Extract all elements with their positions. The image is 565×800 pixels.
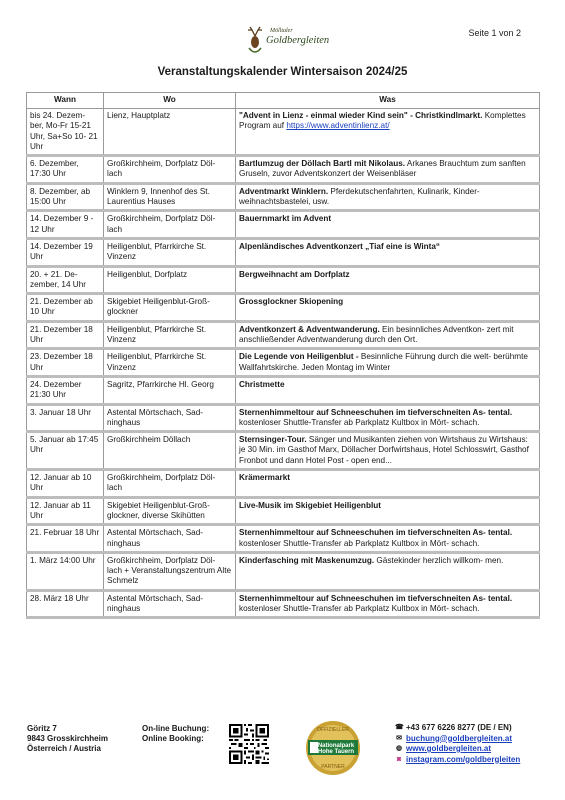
phone-number[interactable]: +43 677 6226 8277 (DE / EN) (406, 723, 512, 732)
event-description: Sänger und Musikanten ziehen von Wirtshaus zu Wirtshaus: je 30 Min. im Gasthof Marx, Döllacher Dorfwirtshaus, Hotel Schlosswirt, Gasthof Fronbot und dann Hotel Post - open end... (239, 435, 529, 465)
cell-where: Winklern 9, Innenhof des St. Laurentius Hauses (104, 183, 236, 211)
event-description: kostenloser Shuttle-Transfer ab Parkplatz Kultbox in Mört- schach. (239, 538, 480, 548)
cell-what (236, 211, 540, 239)
cell-when: 23. Dezember 18 Uhr (27, 349, 104, 377)
footer (0, 720, 565, 780)
booking-label: Online Booking: (142, 734, 204, 743)
table-row (27, 376, 540, 404)
phone-row (395, 723, 520, 734)
cell-what (236, 238, 540, 266)
event-description: kostenloser Shuttle-Transfer ab Parkplatz Kultbox in Mört- schach. (239, 417, 480, 427)
table-header-row (27, 93, 540, 109)
event-description: kostenloser Shuttle-Transfer ab Parkplatz Kultbox in Mört- schach. (239, 603, 480, 613)
cell-where: Sagritz, Pfarrkirche Hl. Georg (104, 376, 236, 404)
booking-block (142, 724, 209, 744)
mail-icon: ✉ (396, 734, 402, 742)
cell-when: 21. Dezember 18 Uhr (27, 321, 104, 349)
cell-what (236, 349, 540, 377)
cell-when: 24. Dezember 21:30 Uhr (27, 376, 104, 404)
cell-when: 3. Januar 18 Uhr (27, 404, 104, 432)
header-what: Was (236, 93, 540, 109)
instagram-icon: ◙ (396, 755, 402, 763)
email-link[interactable]: buchung@goldbergleiten.at (406, 733, 513, 743)
contact-block (395, 723, 520, 765)
cell-what (236, 266, 540, 294)
cell-what (236, 470, 540, 498)
cell-what (236, 183, 540, 211)
cell-when: 12. Januar ab 11 Uhr (27, 497, 104, 525)
cell-where: Heiligenblut, Pfarrkirche St. Vinzenz (104, 349, 236, 377)
event-title: Sternenhimmeltour auf Schneeschuhen im tiefverschneiten As- tental. (239, 528, 513, 538)
web-row (395, 744, 520, 755)
event-title: Bartlumzug der Döllach Bartl mit Nikolaus. (239, 159, 406, 169)
table-row (27, 525, 540, 553)
table-row (27, 183, 540, 211)
badge-top-text: OFFIZIELLER (317, 727, 349, 733)
event-title: Krämermarkt (239, 473, 290, 483)
globe-icon: ◍ (395, 745, 403, 753)
logo-brand-text: Goldbergleiten (266, 35, 330, 46)
cell-where: Astental Mörtschach, Sad- ninghaus (104, 590, 236, 618)
cell-where: Astental Mörtschach, Sad- ninghaus (104, 404, 236, 432)
cell-when: 8. Dezember, ab 15:00 Uhr (27, 183, 104, 211)
events-table (26, 92, 540, 619)
cell-when: bis 24. Dezem- ber, Mo-Fr 15-21 Uhr, Sa+So 10- 21 Uhr (27, 109, 104, 156)
event-title: Sternenhimmeltour auf Schneeschuhen im tiefverschneiten As- tental. (239, 407, 513, 417)
cell-what (236, 525, 540, 553)
cell-what (236, 109, 540, 156)
cell-what (236, 294, 540, 322)
table-row (27, 211, 540, 239)
event-title: Grossglockner Skiopening (239, 297, 344, 307)
event-title: Die Legende von Heiligenblut - (239, 352, 359, 362)
cell-where: Heiligenblut, Pfarrkirche St. Vinzenz (104, 321, 236, 349)
address-line: 9843 Grosskirchheim (27, 734, 108, 743)
cell-where: Heiligenblut, Pfarrkirche St. Vinzenz (104, 238, 236, 266)
table-row (27, 238, 540, 266)
event-title: Bergweihnacht am Dorfplatz (239, 269, 350, 279)
cell-what (236, 156, 540, 184)
table-row (27, 266, 540, 294)
table-row (27, 321, 540, 349)
event-title: Alpenländisches Adventkonzert „Tiaf eine is Winta“ (239, 241, 441, 251)
header-when: Wann (27, 93, 104, 109)
cell-when: 21. Dezember ab 10 Uhr (27, 294, 104, 322)
web-link[interactable]: www.goldbergleiten.at (406, 744, 492, 753)
event-description: Gästekinder herzlich willkom- men. (374, 555, 504, 565)
nationalpark-partner-badge (305, 720, 361, 776)
event-title: Live-Musik im Skigebiet Heiligenblut (239, 500, 381, 510)
cell-when: 14. Dezember 19 Uhr (27, 238, 104, 266)
event-description: Arkanes Brauchtum zum sanften Gruseln, zuvor Adventskonzert der Weisenbläser (239, 159, 526, 179)
event-description: Besinnliche Führung durch die welt- berühmte Wallfahrtskirche. Jeden Montag im Winter (239, 352, 528, 372)
page-title: Veranstaltungskalender Wintersaison 2024/25 (157, 66, 408, 78)
cell-where: Großkirchheim, Dorfplatz Döl- lach + Veranstaltungszentrum Alte Schmelz (104, 552, 236, 590)
event-description: Ein besinnliches Adventkon- zert mit anschließender Adventwanderung durch den Ort. (239, 324, 514, 345)
cell-where: Heiligenblut, Dorfplatz (104, 266, 236, 294)
cell-what (236, 404, 540, 432)
deer-antlers-icon (244, 26, 266, 54)
badge-bottom-text: PARTNER (321, 764, 345, 770)
cell-where: Großkirchheim, Dorfplatz Döl- lach (104, 470, 236, 498)
logo-small-text: Mölltaler (270, 28, 293, 34)
cell-what (236, 321, 540, 349)
cell-where: Skigebiet Heiligenblut-Groß- glockner, diverse Skihütten (104, 497, 236, 525)
table-row (27, 349, 540, 377)
event-title: Christmette (239, 379, 285, 389)
event-link[interactable]: https://www.adventinlienz.at/ (286, 121, 390, 131)
cell-when: 12. Januar ab 10 Uhr (27, 470, 104, 498)
event-title: Adventkonzert & Adventwanderung. (239, 324, 380, 334)
badge-name-line2: Hohe Tauern (317, 749, 355, 755)
page-number: Seite 1 von 2 (468, 28, 521, 38)
qr-code-icon[interactable] (229, 724, 269, 764)
address-block (27, 724, 108, 754)
cell-when: 14. Dezember 9 - 12 Uhr (27, 211, 104, 239)
address-line: Österreich / Austria (27, 744, 101, 753)
table-row (27, 109, 540, 156)
cell-what (236, 376, 540, 404)
table-row (27, 156, 540, 184)
event-description: Komplettes Program auf (239, 111, 526, 131)
header-where: Wo (104, 93, 236, 109)
cell-where: Lienz, Hauptplatz (104, 109, 236, 156)
cell-what (236, 552, 540, 590)
cell-what (236, 590, 540, 618)
table-row (27, 590, 540, 618)
event-title: Bauernmarkt im Advent (239, 214, 332, 224)
cell-when: 20. + 21. De- zember, 14 Uhr (27, 266, 104, 294)
cell-when: 6. Dezember, 17:30 Uhr (27, 156, 104, 184)
event-title: Sternenhimmeltour auf Schneeschuhen im tiefverschneiten As- tental. (239, 593, 513, 603)
cell-where: Großkirchheim, Dorfplatz Döl- lach (104, 211, 236, 239)
table-row (27, 552, 540, 590)
table-row (27, 404, 540, 432)
event-title: Sternsinger-Tour. (239, 435, 307, 445)
table-row (27, 497, 540, 525)
cell-where: Skigebiet Heiligenblut-Groß- glockner (104, 294, 236, 322)
cell-when: 21. Februar 18 Uhr (27, 525, 104, 553)
cell-when: 5. Januar ab 17:45 Uhr (27, 432, 104, 470)
instagram-row (395, 755, 520, 766)
booking-label: On-line Buchung: (142, 724, 210, 733)
cell-when: 28. März 18 Uhr (27, 590, 104, 618)
cell-where: Großkirchheim Döllach (104, 432, 236, 470)
cell-where: Astental Mörtschach, Sad- ninghaus (104, 525, 236, 553)
phone-icon: ☎ (395, 724, 404, 732)
email-row (395, 734, 520, 745)
badge-name-line1: Nationalpark (317, 743, 355, 749)
cell-what (236, 432, 540, 470)
instagram-link[interactable]: instagram.com/goldbergleiten (406, 754, 521, 764)
cell-what (236, 497, 540, 525)
table-row (27, 470, 540, 498)
goldbergleiten-logo (244, 24, 330, 56)
event-title: Adventmarkt Winklern. (239, 186, 329, 196)
event-description: Pferdekutschenfahrten, Kulinarik, Kinder- weihnachtsbastelei, usw. (239, 186, 480, 207)
table-row (27, 294, 540, 322)
cell-where: Großkirchheim, Dorfplatz Döl- lach (104, 156, 236, 184)
table-row (27, 432, 540, 470)
address-line: Göritz 7 (27, 724, 57, 733)
event-title: Kinderfasching mit Maskenumzug. (239, 555, 375, 565)
event-title: "Advent in Lienz - einmal wieder Kind sein" - Christkindlmarkt. (239, 111, 483, 120)
cell-when: 1. März 14:00 Uhr (27, 552, 104, 590)
